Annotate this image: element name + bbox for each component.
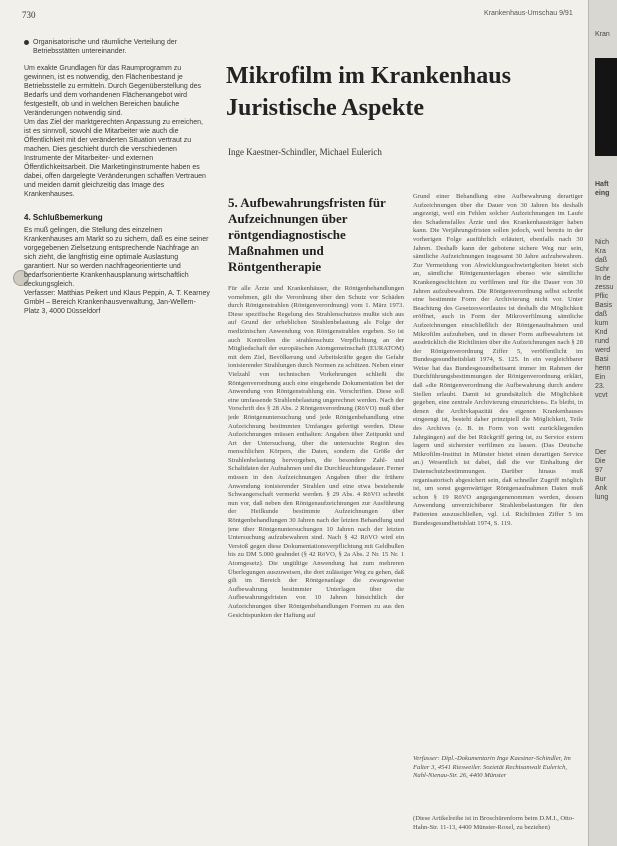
bullet-text: Organisatorische und räumliche Verteilung der Betriebsstätten untereinander.	[33, 39, 177, 55]
left-column	[24, 38, 210, 316]
title-line-2: Juristische Aspekte	[226, 95, 424, 121]
adjacent-page-edge	[588, 0, 617, 846]
edge-text: Haft eing	[595, 181, 610, 197]
edge-text: Nich Kra daß Schr In de zessu Pflic Basis daß kum Knd rund werd Basi henn Ein 23. vcvt	[595, 239, 614, 399]
source-info: (Diese Artikelreihe ist in Broschürenform beim D.M.I., Otto-Hahn-Str. 11-13, 4400 Münster-Roxel, zu beziehen)	[413, 815, 575, 831]
article-title	[226, 60, 586, 124]
body-column-right: Grund einer Behandlung eine Aufbewahrung derartiger Aufzeichnungen über die Dauer von 30 Jahren bis deshalb angezeigt, weil ein Fehlen solcher Aufzeichnungen im Laufe des Schadensfalles Ärzte und des Krankenhausträger haben kann. Die Verjährungsfristen sollen jedoch, weil bereits in der vorherigen Folge ausführlich erläutert, ebenfalls nach 30 Jahren. Deshalb kann der gebotene sichere Weg nur sein, sämtliche Aufzeichnungen insgesamt 30 Jahre aufzubewahren. Zur Vermeidung von Abwicklungsschwierigkeiten bietet sich an, sämtliche Röntgenunterlagen ebenso wie sämtliche Krankengeschichten zu verfilmen und für die Dauer von 30 Jahren aufzubewahren. Die Röntgenverordnung selbst schreibt eine bestimmte Form der Archivierung nicht vor. Unter Beachtung des Gesetzeswortlautes ist deshalb die Möglichkeit eröffnet, auch in Form der Mikroverfilmung sämtliche Aufzeichnungen einschließlich der Röntgenaufnahmen und Mikrofilm aufzuheben, und in dieser Form aufbewahrtem ist ausdrücklich die Richtlinien über die Aufzeichnungen nach § 28 der Röntgenverordnung Ziffer 5, veröffentlicht im Bundesgesundheitsblatt 1974, S. 125. In ein vergleichbarer Weise hat das Bundesgesundheitsamt immer im Rahmen der Durchführungsbestimmungen der Röntgenverordnung erklärt, daß »die Röntgenverordnung die Aufbewahrung durch andere Stellen erlaubt. Damit ist grundsätzlich die Möglichkeit gegeben, eine zentrale Archivierung einzurichten«. Es bleibt, in denen die Archivkapazität des eigenen Krankenhauses eingeengt ist, besteht daher prinzipiell die Möglichkeit, Teile des Archives (z. B. in Form von weit zurückliegenden Jahrgängen) auf die bei Rückgriff gering ist, zu Service extern lagern und sicherster verfilmen zu lassen. (Das Deutsche Mikrofilm-Institut in Münster bietet einen derartigen Service an.) Wesentlich ist dabei, daß die vor Einhaltung der Datenschutzbestimmungen. Darüber hinaus muß organisatorisch abgesichert sein, daß schneller Zugriff möglich ist, um sonst gegenwärtiger Röntgenaufnahmen Daten muß schon § 19 RöVO angegangenenommen werden, dessen Anwendung unverzichtbarer Strahlenbelastungen für den Patienten auszuschließen, vgl. i.d. Richtlinien Ziffer 5 im Bundesgesundheitsblatt 1974, S. 119.	[413, 193, 583, 527]
edge-text: Kran	[595, 31, 610, 38]
closing-paragraph: Es muß gelingen, die Stellung des einzelnen Krankenhauses am Markt so zu sichern, daß es eine seiner vorgegebenen Zielsetzung entsprechende Nachfrage an sich zieht, die langfristig eine optimale Auslastung garantiert. Nur so werden nachfrageorientierte und bedarfsorientierte Krankenhausplanung wirtschaftlich deckungsgleich.	[24, 227, 209, 288]
author-info: Verfasser: Dipl.-Dokumentarin Inge Kaestner-Schindler, Im Falter 3, 4541 Riesweiler. Sozietät Rechtsanwalt Eulerich, Nahl-Nienau-Str. 26, 4400 Münster	[413, 755, 571, 780]
section-title: 4. Schlußbemerkung	[24, 213, 103, 222]
body-column-middle: Für alle Ärzte und Krankenhäuser, die Röntgenbehandlungen vornehmen, gilt die Verordnung über den Schutz vor Schäden durch Röntgenstrahlen (Röntgenverordnung) vom 1. März 1973. Diese spezifische Regelung des Strahlenschutzes mußte sich aus auf Grund der erheblichen Strahlenbelastung als Folge der medizinischen Anwendung von Röntgenstrahlen ergeben. So ist auch Kontrollen die strahlenschutz Verpflichtung an der Mitgliedschaft der europäischen Atomgemeinschaft (EURATOM) mit dem Ziel, Bevölkerung und Arbeitskräfte gegen die Gefahr ionisierender Strahlungen durch Normen zu schützen. Neben einer Vielzahl von technischen Vorkehrungen schließt die Röntgenverordnung auch eine eingehende Dokumentation bei der Anwendung von Röntgenstrahlung ein. Vorschriften. Diese soll eine umfassende Strahlenbelastung ungerechnet werden. Nach der Vorschrift des § 28 Abs. 2 Röntgenverordnung (RöVO) muß über jede Röntgenuntersuchung und jede Röntgenbehandlung eine Aufzeichnung bestimmten Umfanges gefertigt werden. Diese Aufzeichnungen müssen enthalten: Angaben über Zeitpunkt und Art der Untersuchung, über die untersuchte Region des menschlichen Körpers, die Daten, sondern die Größe der Strahlenbelastung hervorgeben, die besondere Zahl- und Schaltdaten der Aufnahmen und die Durchleuchtungsdauer. Ferner müssen in den Aufzeichnungen Angaben über die frühere Anwendung ionisierender Strahlen und eine etwa bestehende Schwangerschaft vermerkt werden. § 29 Abs. 4 RöVO schreibt nun vor, daß neben den Röntgenaufzeichnungen zur Ausführung der Heilkunde bestimmte Aufzeichnungen über Röntgenbehandlungen 30 Jahren nach der letzten Behandlung und jene über Röntgenuntersuchungen 10 Jahren nach der letzten Untersuchung aufzubewahren sind. Nach § 42 RöVO wird ein Verstoß gegen diese Dokumentationsverpflichtung mit Geldbußen bis zu DM 5.000 geahndet (§ 42 RöVO, § 2a Abs. 2 Nr. 15 Nr. 1 Atomgesetz). Die ungültige Anwendung hat zum mehreren Überlegungen auszuweisen, die dort zulässiger Weg zu gehen, daß gilt im Bereich der Röntgenanlage die zwangsweise Aufbewahrung bestimmter Unterlagen über die Aufbewahrungsfristen von 10 Jahren hinsichtlich der Aufzeichnungen über Röntgenbehandlungen Formen zu aus den Gesichtspunkten der Haftung auf	[228, 285, 404, 619]
article-authors: Inge Kaestner-Schindler, Michael Eulerich	[228, 147, 382, 157]
left-authors: Verfasser: Matthias Peikert und Klaus Peppin, A. T. Kearney GmbH – Bereich Krankenhausverwaltung, Jan-Wellem-Platz 3, 4000 Düsseldorf	[24, 290, 210, 315]
edge-text: Der Die 97 Bur Ank lung	[595, 449, 609, 501]
left-paragraph: Um das Ziel der marktgerechten Anpassung zu erreichen, ist es sinnvoll, sowohl die Mitarbeiter wie auch die Öffentlichkeit mit der veränderten Situation vertraut zu machen. Dies geschieht durch die verschiedenen Instrumente der Mitarbeiter- und externen Öffentlichkeitsarbeit. Die Marketinginstrumente haben es dabei, offen dargelegte Veränderungen schaffen Vertrauen und meiden damit gleichzeitig das Image des Krankenhauses.	[24, 119, 206, 198]
edge-black-block	[595, 58, 617, 156]
title-line-1: Mikrofilm im Krankenhaus	[226, 63, 511, 89]
journal-header: Krankenhaus-Umschau 9/91	[484, 10, 573, 17]
section-heading: 5. Aufbewahrungsfristen für Aufzeichnungen über röntgendiagnostische Maßnahmen und Röntgentherapie	[228, 195, 386, 274]
left-paragraph: Um exakte Grundlagen für das Raumprogramm zu gewinnen, ist es notwendig, den Flächenbestand je Betriebsstelle zu ermitteln. Durch Gegenüberstellung des Bedarfs und dem vorhandenen Flächenangebot wird festgestellt, ob und in welchen Bereichen bauliche Veränderungen notwendig sind.	[24, 65, 202, 117]
bullet-dot-icon	[24, 40, 29, 45]
page-number: 730	[22, 10, 36, 20]
bullet-item	[24, 38, 210, 56]
